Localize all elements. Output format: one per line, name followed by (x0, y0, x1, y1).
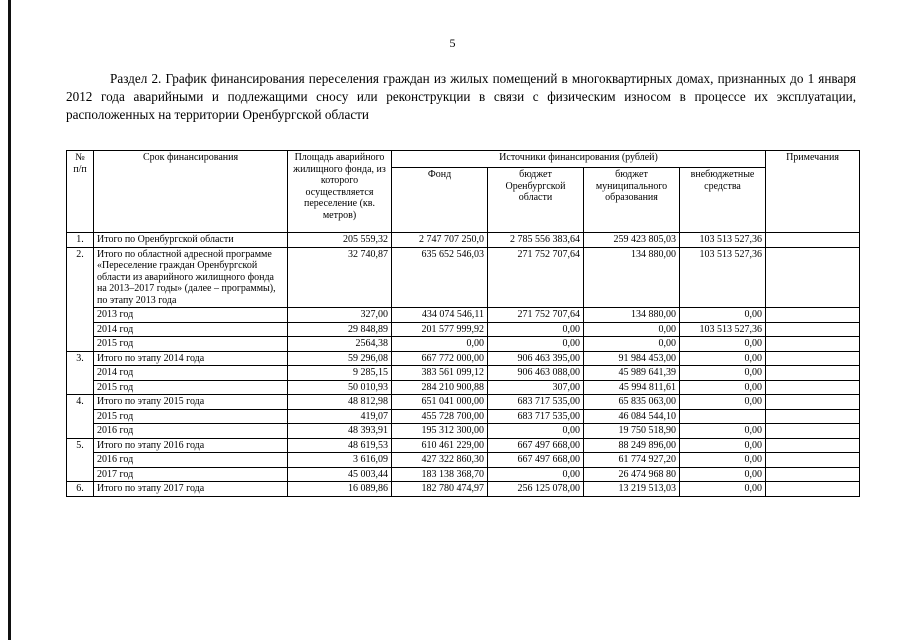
area-cell: 2564,38 (288, 337, 392, 352)
extrabudgetary-cell: 0,00 (680, 366, 766, 381)
header-period: Срок финансирования (94, 151, 288, 233)
fund-cell: 0,00 (392, 337, 488, 352)
regional-budget-cell: 0,00 (488, 467, 584, 482)
extrabudgetary-cell: 0,00 (680, 337, 766, 352)
extrabudgetary-cell: 0,00 (680, 351, 766, 366)
page-left-border (8, 0, 11, 640)
financing-table (66, 150, 860, 497)
header-extrabudgetary: внебюджетные средства (680, 168, 766, 233)
fund-cell: 434 074 546,11 (392, 308, 488, 323)
row-label: Итого по этапу 2017 года (94, 482, 288, 497)
extrabudgetary-cell (680, 409, 766, 424)
fund-cell: 182 780 474,97 (392, 482, 488, 497)
fund-cell: 183 138 368,70 (392, 467, 488, 482)
fund-cell: 2 747 707 250,0 (392, 233, 488, 248)
regional-budget-cell: 0,00 (488, 322, 584, 337)
table-row (67, 409, 860, 424)
municipal-budget-cell: 0,00 (584, 337, 680, 352)
notes-cell (766, 337, 860, 352)
area-cell: 9 285,15 (288, 366, 392, 381)
municipal-budget-cell: 65 835 063,00 (584, 395, 680, 410)
row-label: Итого по этапу 2014 года (94, 351, 288, 366)
notes-cell (766, 233, 860, 248)
fund-cell: 667 772 000,00 (392, 351, 488, 366)
fund-cell: 455 728 700,00 (392, 409, 488, 424)
table-row (67, 453, 860, 468)
regional-budget-cell: 667 497 668,00 (488, 438, 584, 453)
page-number: 5 (449, 36, 456, 50)
fund-cell: 201 577 999,92 (392, 322, 488, 337)
extrabudgetary-cell: 0,00 (680, 453, 766, 468)
extrabudgetary-cell: 0,00 (680, 482, 766, 497)
municipal-budget-cell: 13 219 513,03 (584, 482, 680, 497)
fund-cell: 284 210 900,88 (392, 380, 488, 395)
row-label: 2015 год (94, 409, 288, 424)
notes-cell (766, 351, 860, 366)
row-label: 2015 год (94, 337, 288, 352)
extrabudgetary-cell: 0,00 (680, 395, 766, 410)
header-regional-budget: бюджет Оренбургской области (488, 168, 584, 233)
extrabudgetary-cell: 103 513 527,36 (680, 233, 766, 248)
notes-cell (766, 453, 860, 468)
notes-cell (766, 247, 860, 308)
municipal-budget-cell: 26 474 968 80 (584, 467, 680, 482)
row-label: 2017 год (94, 467, 288, 482)
table-row (67, 351, 860, 366)
regional-budget-cell: 683 717 535,00 (488, 395, 584, 410)
regional-budget-cell: 256 125 078,00 (488, 482, 584, 497)
area-cell: 50 010,93 (288, 380, 392, 395)
fund-cell: 195 312 300,00 (392, 424, 488, 439)
extrabudgetary-cell: 0,00 (680, 308, 766, 323)
row-label: 2015 год (94, 380, 288, 395)
fund-cell: 427 322 860,30 (392, 453, 488, 468)
table-row (67, 438, 860, 453)
regional-budget-cell: 271 752 707,64 (488, 308, 584, 323)
row-number: 4. (67, 395, 94, 439)
header-area: Площадь аварийного жилищного фонда, из которого осуществляется переселение (кв. метров) (288, 151, 392, 233)
notes-cell (766, 438, 860, 453)
notes-cell (766, 424, 860, 439)
row-number: 6. (67, 482, 94, 497)
header-num: № п/п (67, 151, 94, 233)
table-row (67, 366, 860, 381)
notes-cell (766, 409, 860, 424)
notes-cell (766, 308, 860, 323)
regional-budget-cell: 307,00 (488, 380, 584, 395)
notes-cell (766, 395, 860, 410)
table-row (67, 424, 860, 439)
table-row (67, 308, 860, 323)
table-row (67, 337, 860, 352)
table-body (67, 233, 860, 497)
table-row (67, 380, 860, 395)
regional-budget-cell: 906 463 395,00 (488, 351, 584, 366)
municipal-budget-cell: 45 994 811,61 (584, 380, 680, 395)
regional-budget-cell: 683 717 535,00 (488, 409, 584, 424)
header-municipal-budget: бюджет муниципального образования (584, 168, 680, 233)
area-cell: 48 619,53 (288, 438, 392, 453)
area-cell: 205 559,32 (288, 233, 392, 248)
extrabudgetary-cell: 0,00 (680, 424, 766, 439)
area-cell: 48 812,98 (288, 395, 392, 410)
row-number: 1. (67, 233, 94, 248)
notes-cell (766, 366, 860, 381)
municipal-budget-cell: 46 084 544,10 (584, 409, 680, 424)
row-number: 5. (67, 438, 94, 482)
municipal-budget-cell: 91 984 453,00 (584, 351, 680, 366)
row-label: 2016 год (94, 424, 288, 439)
notes-cell (766, 322, 860, 337)
area-cell: 59 296,08 (288, 351, 392, 366)
table-row (67, 247, 860, 308)
row-label: Итого по Оренбургской области (94, 233, 288, 248)
regional-budget-cell: 2 785 556 383,64 (488, 233, 584, 248)
area-cell: 327,00 (288, 308, 392, 323)
area-cell: 3 616,09 (288, 453, 392, 468)
header-fund: Фонд (392, 168, 488, 233)
fund-cell: 383 561 099,12 (392, 366, 488, 381)
table-row (67, 482, 860, 497)
table-row (67, 233, 860, 248)
fund-cell: 651 041 000,00 (392, 395, 488, 410)
extrabudgetary-cell: 0,00 (680, 467, 766, 482)
municipal-budget-cell: 134 880,00 (584, 247, 680, 308)
row-label: 2014 год (94, 366, 288, 381)
regional-budget-cell: 0,00 (488, 337, 584, 352)
row-label: Итого по этапу 2016 года (94, 438, 288, 453)
area-cell: 29 848,89 (288, 322, 392, 337)
fund-cell: 635 652 546,03 (392, 247, 488, 308)
table-row (67, 395, 860, 410)
municipal-budget-cell: 259 423 805,03 (584, 233, 680, 248)
extrabudgetary-cell: 103 513 527,36 (680, 322, 766, 337)
municipal-budget-cell: 134 880,00 (584, 308, 680, 323)
notes-cell (766, 467, 860, 482)
row-label: Итого по областной адресной программе «Переселение граждан Оренбургской области из аварийного жилищного фонда на 2013–2017 годы» (далее – программы), по этапу 2013 года (94, 247, 288, 308)
row-number: 2. (67, 247, 94, 351)
row-label: 2016 год (94, 453, 288, 468)
area-cell: 16 089,86 (288, 482, 392, 497)
row-label: 2014 год (94, 322, 288, 337)
notes-cell (766, 380, 860, 395)
area-cell: 48 393,91 (288, 424, 392, 439)
extrabudgetary-cell: 0,00 (680, 438, 766, 453)
extrabudgetary-cell: 0,00 (680, 380, 766, 395)
area-cell: 419,07 (288, 409, 392, 424)
regional-budget-cell: 271 752 707,64 (488, 247, 584, 308)
regional-budget-cell: 906 463 088,00 (488, 366, 584, 381)
row-number: 3. (67, 351, 94, 395)
table-row (67, 467, 860, 482)
extrabudgetary-cell: 103 513 527,36 (680, 247, 766, 308)
municipal-budget-cell: 45 989 641,39 (584, 366, 680, 381)
regional-budget-cell: 667 497 668,00 (488, 453, 584, 468)
municipal-budget-cell: 61 774 927,20 (584, 453, 680, 468)
regional-budget-cell: 0,00 (488, 424, 584, 439)
municipal-budget-cell: 19 750 518,90 (584, 424, 680, 439)
municipal-budget-cell: 88 249 896,00 (584, 438, 680, 453)
row-label: 2013 год (94, 308, 288, 323)
municipal-budget-cell: 0,00 (584, 322, 680, 337)
header-notes: Примечания (766, 151, 860, 233)
section-heading: Раздел 2. График финансирования переселения граждан из жилых помещений в многоквартирных домах, признанных до 1 января 2012 года аварийными и подлежащими сносу или реконструкции в связи с физическим износом в процессе их эксплуатации, расположенных на территории Оренбургской области (66, 71, 856, 122)
row-label: Итого по этапу 2015 года (94, 395, 288, 410)
notes-cell (766, 482, 860, 497)
fund-cell: 610 461 229,00 (392, 438, 488, 453)
header-sources: Источники финансирования (рублей) (392, 151, 766, 168)
table-row (67, 322, 860, 337)
area-cell: 32 740,87 (288, 247, 392, 308)
area-cell: 45 003,44 (288, 467, 392, 482)
